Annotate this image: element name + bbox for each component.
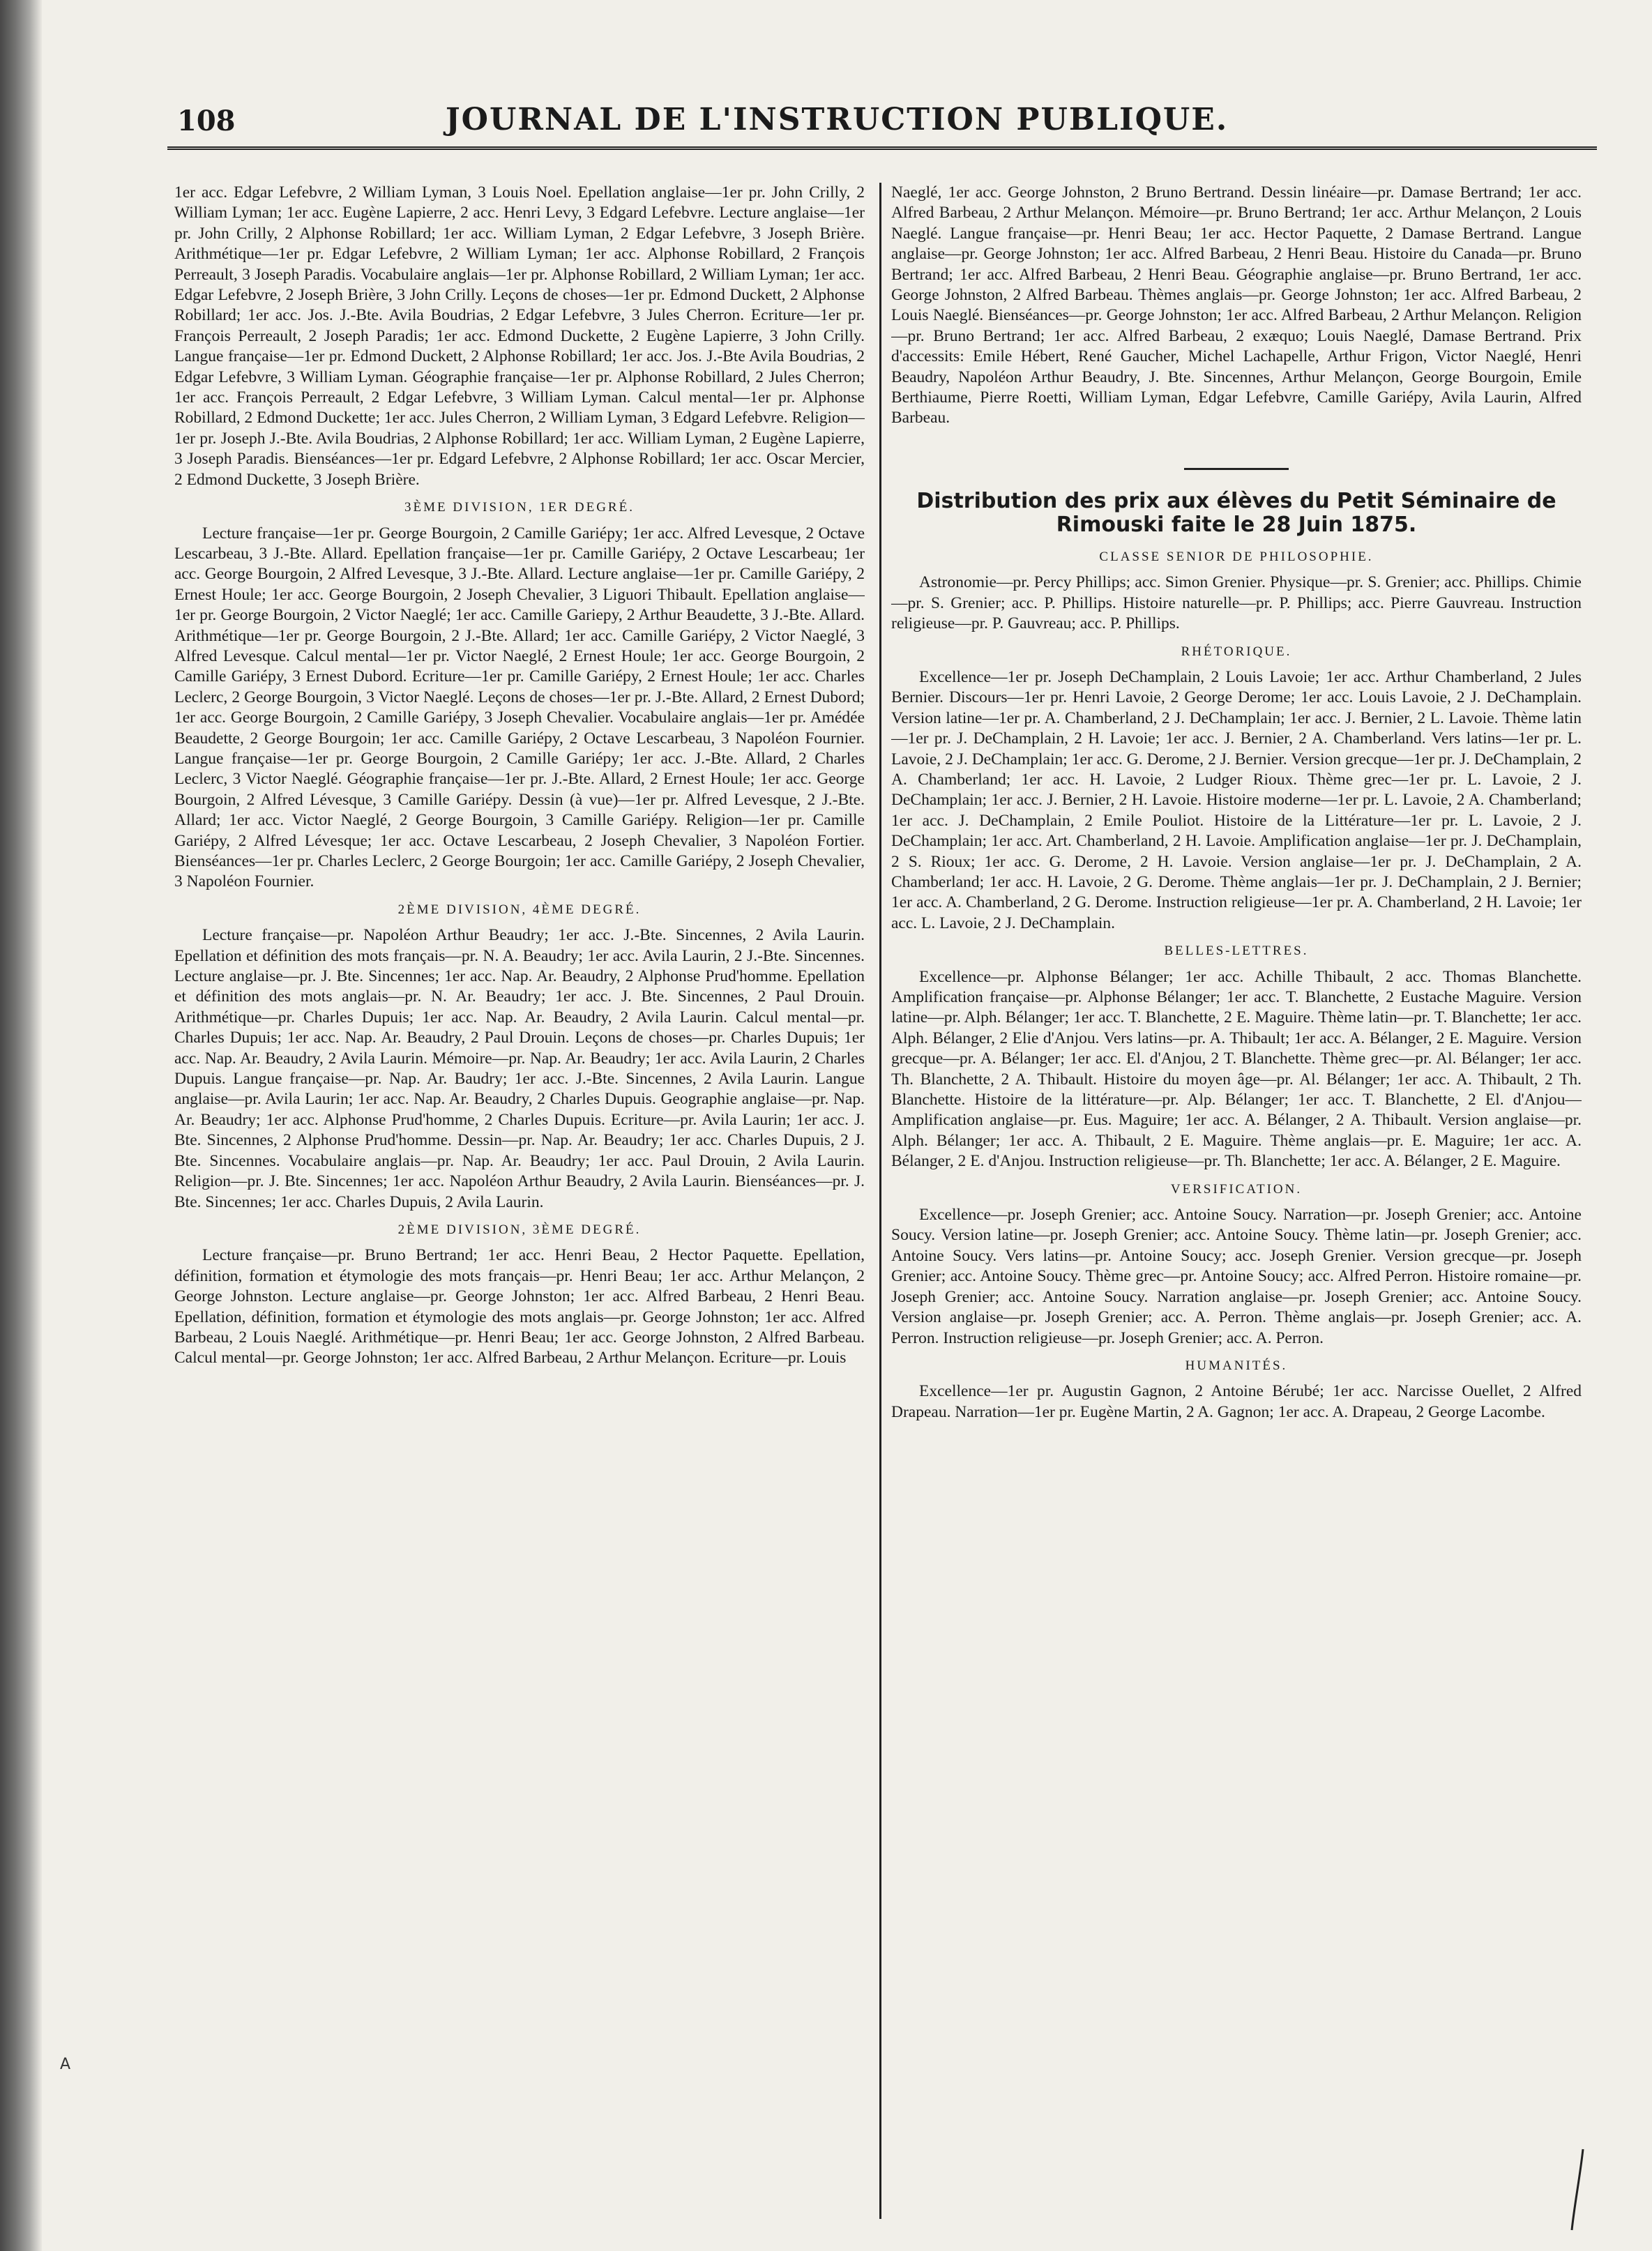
subheading: RHÉTORIQUE. <box>1181 644 1292 659</box>
pen-stroke-mark <box>1568 2148 1589 2231</box>
left-column <box>174 183 865 2226</box>
paragraph: Excellence—1er pr. Augustin Gagnon, 2 Antoine Bérubé; 1er acc. Narcisse Ouellet, 2 Alfred Drapeau. Narration—1er pr. Eugène Martin, 2 A. Gagnon; 1er acc. A. Drapeau, 2 George Lacombe. <box>891 1382 1582 1421</box>
paragraph: Excellence—pr. Alphonse Bélanger; 1er acc. Achille Thibault, 2 acc. Thomas Blanchette. Amplification française—pr. Alphonse Bélanger; 1er acc. T. Blanchette, 2 Eustache Maguire. Version latine—pr. Alph. Bélanger; 1er acc. T. Blanchette, 2 E. Maguire. Thème latin—pr. T. Blanchette; 1er acc. Alph. Bélanger, 2 Elie d'Anjou. Vers latins—pr. A. Thibault; 1er acc. A. Bélanger, 2 E. Maguire. Version grecque—pr. A. Bélanger; 1er acc. El. d'Anjou, 2 T. Blanchette. Thème grec—pr. Al. Bélanger; 1er acc. Th. Blanchette, 2 A. Thibault. Histoire du moyen âge—pr. Al. Bélanger; 1er acc. A. Thibault, 2 Th. Blanchette. Histoire de la littérature—pr. Alp. Bélanger; 1er acc. T. Blanchette, 2 El. d'Anjou—Amplification anglaise—pr. Eus. Maguire; 1er acc. A. Bélanger, 2 A. Thibault. Version anglaise—pr. Alph. Bélanger; 1er acc. A. Thibault, 2 E. Maguire. Thème anglais—pr. E. Maguire; 1er acc. A. Bélanger, 2 E. d'Anjou. Instruction religieuse—pr. Th. Blanchette; 1er acc. A. Bélanger, 2 E. Maguire. <box>891 967 1582 1171</box>
paragraph: Excellence—1er pr. Joseph DeChamplain, 2 Louis Lavoie; 1er acc. Arthur Chamberland, 2 Jules Bernier. Discours—1er pr. Henri Lavoie, 2 George Derome; 1er acc. Louis Lavoie, 2 J. DeChamplain. Version latine—1er pr. A. Chamberland, 2 J. DeChamplain; 1er acc. J. Bernier, 2 L. Lavoie. Thème latin—1er pr. J. DeChamplain, 2 H. Lavoie; 1er acc. J. Bernier, 2 A. Chamberland. Vers latins—1er pr. L. Lavoie, 2 J. DeChamplain; 1er acc. G. Derome, 2 J. Bernier. Version grecque—1er pr. J. DeChamplain, 2 A. Chamberland; 1er acc. H. Lavoie, 2 Ludger Rioux. Thème grec—1er pr. L. Lavoie, 2 J. DeChamplain; 1er acc. J. Bernier, 2 H. Lavoie. Histoire moderne—1er pr. L. Lavoie, 2 A. Chamberland; 1er acc. J. DeChamplain, 2 Emile Pouliot. Histoire de la Littérature—1er pr. L. Lavoie, 2 J. DeChamplain; 1er acc. Art. Chamberland, 2 H. Lavoie. Amplification anglaise—1er pr. J. DeChamplain, 2 S. Rioux; 1er acc. G. Derome, 2 H. Lavoie. Version anglaise—1er pr. J. DeChamplain, 2 A. Chamberland; 1er acc. H. Lavoie, 2 G. Derome. Thème anglais—1er pr. J. DeChamplain, 2 J. Bernier; 1er acc. A. Chamberland, 2 G. Derome. Instruction religieuse—1er pr. A. Chamberland, 2 H. Lavoie; 1er acc. L. Lavoie, 2 J. DeChamplain. <box>891 667 1582 932</box>
subheading: VERSIFICATION. <box>1170 1181 1303 1197</box>
subheading: 3ÈME DIVISION, 1ER DEGRÉ. <box>404 500 635 515</box>
margin-mark: A <box>60 2056 71 2073</box>
right-column <box>891 183 1582 2226</box>
subheading: BELLES-LETTRES. <box>1164 943 1309 959</box>
paragraph: Astronomie—pr. Percy Phillips; acc. Simon Grenier. Physique—pr. S. Grenier; acc. Phillips. Chimie—pr. S. Grenier; acc. P. Phillips. Histoire naturelle—pr. P. Phillips; acc. Pierre Gauvreau. Instruction religieuse—pr. P. Gauvreau; acc. P. Phillips. <box>891 573 1582 633</box>
paragraph: Lecture française—1er pr. George Bourgoin, 2 Camille Gariépy; 1er acc. Alfred Levesque, 2 Octave Lescarbeau, 3 J.-Bte. Allard. Epellation française—1er pr. Camille Gariépy, 2 Octave Lescarbeau; 1er acc. George Bourgoin, 2 Alfred Levesque, 3 J.-Bte. Allard. Lecture anglaise—1er pr. Camille Gariépy, 2 Ernest Houle; 1er acc. George Bourgoin, 2 Joseph Chevalier, 3 Liguori Thibault. Epellation anglaise—1er pr. George Bourgoin, 2 Victor Naeglé; 1er acc. Camille Gariepy, 2 Arthur Beaudette, 3 J.-Bte. Allard. Arithmétique—1er pr. George Bourgoin, 2 J.-Bte. Allard; 1er acc. Camille Gariépy, 2 Victor Naeglé, 3 Alfred Levesque. Calcul mental—1er pr. Victor Naeglé, 2 Ernest Houle; 1er acc. George Bourgoin, 2 Camille Gariépy, 3 Ernest Dubord. Ecriture—1er pr. Camille Gariépy, 2 Ernest Houle; 1er acc. Charles Leclerc, 2 George Bourgoin, 3 Victor Naeglé. Leçons de choses—1er pr. J.-Bte. Allard, 2 Ernest Dubord; 1er acc. George Bourgoin, 2 Camille Gariépy, 3 Joseph Chevalier. Vocabulaire anglais—1er pr. Amédée Beaudette, 2 George Bourgoin; 1er acc. Camille Gariépy, 2 Octave Lescarbeau, 3 Napoléon Fournier. Langue française—1er pr. George Bourgoin, 2 Camille Gariépy; 1er acc. J.-Bte. Allard, 2 Charles Leclerc, 3 Victor Naeglé. Géographie française—1er pr. J.-Bte. Allard, 2 Ernest Houle; 1er acc. George Bourgoin, 2 Alfred Lévesque, 3 Camille Gariépy. Dessin (à vue)—1er pr. Alfred Levesque, 2 J.-Bte. Allard; 1er acc. Victor Naeglé, 2 George Bourgoin, 3 Camille Gariépy. Religion—1er pr. Camille Gariépy, 2 Alfred Lévesque; 1er acc. Octave Lescarbeau, 2 Joseph Chevalier, 3 Napoléon Fortier. Bienséances—1er pr. Charles Leclerc, 2 George Bourgoin; 1er acc. Camille Gariépy, 2 Joseph Chevalier, 3 Napoléon Fournier. <box>174 524 865 891</box>
binding-edge <box>0 0 42 2251</box>
subheading: 2ÈME DIVISION, 4ÈME DEGRÉ. <box>397 902 642 917</box>
subheading: 2ÈME DIVISION, 3ÈME DEGRÉ. <box>397 1222 642 1237</box>
subheading: CLASSE SENIOR DE PHILOSOPHIE. <box>1099 549 1374 564</box>
paragraph: Lecture française—pr. Napoléon Arthur Beaudry; 1er acc. J.-Bte. Sincennes, 2 Avila Laurin. Epellation et définition des mots français—pr. N. A. Beaudry; 1er acc. Avila Laurin, 2 J.-Bte. Sincennes. Lecture anglaise—pr. J. Bte. Sincennes; 1er acc. Nap. Ar. Beaudry, 2 Alphonse Prud'homme. Epellation et définition des mots anglais—pr. N. Ar. Beaudry; 1er acc. J. Bte. Sincennes, 2 Paul Drouin. Arithmétique—pr. Charles Dupuis; 1er acc. Nap. Ar. Beaudry, 2 Avila Laurin. Calcul mental—pr. Charles Dupuis; 1er acc. Nap. Ar. Beaudry, 2 Paul Drouin. Leçons de choses—pr. Charles Dupuis; 1er acc. Nap. Ar. Beaudry, 2 Avila Laurin. Mémoire—pr. Nap. Ar. Beaudry; 1er acc. Avila Laurin, 2 Charles Dupuis. Langue française—pr. Nap. Ar. Baudry; 1er acc. J.-Bte. Sincennes, 2 Avila Laurin. Langue anglaise—pr. Avila Laurin; 1er acc. Nap. Ar. Beaudry, 2 Charles Dupuis. Geographie anglaise—pr. Nap. Ar. Beaudry; 1er acc. Alphonse Prud'homme, 2 Charles Dupuis. Ecriture—pr. Avila Laurin; 1er acc. J. Bte. Sincennes, 2 Alphonse Prud'homme. Dessin—pr. Nap. Ar. Beaudry; 1er acc. Charles Dupuis, 2 J. Bte. Sincennes. Vocabulaire anglais—pr. Nap. Ar. Beaudry; 1er acc. Paul Drouin, 2 Avila Laurin. Religion—pr. J. Bte. Sincennes; 1er acc. Napoléon Arthur Beaudry, 2 Avila Laurin. Bienséances—pr. J. Bte. Sincennes; 1er acc. Charles Dupuis, 2 Avila Laurin. <box>174 926 865 1211</box>
column-divider <box>879 183 881 2219</box>
header-rule <box>167 146 1597 150</box>
subheading: HUMANITÉS. <box>1185 1358 1288 1373</box>
page-number: 108 <box>177 105 236 137</box>
paragraph: Excellence—pr. Joseph Grenier; acc. Antoine Soucy. Narration—pr. Joseph Grenier; acc. Antoine Soucy. Version latine—pr. Joseph Grenier; acc. Antoine Soucy. Thème latin—pr. Joseph Grenier; acc. Antoine Soucy. Vers latins—pr. Antoine Soucy; acc. Joseph Grenier. Version grecque—pr. Joseph Grenier; acc. Antoine Soucy. Thème grec—pr. Antoine Soucy; acc. Alfred Perron. Histoire romaine—pr. Joseph Grenier; acc. Antoine Soucy. Narration anglaise—pr. Joseph Grenier; acc. Antoine Soucy. Version anglaise—pr. Joseph Grenier; acc. A. Perron. Thème anglais—pr. Joseph Grenier; acc. A. Perron. Instruction religieuse—pr. Joseph Grenier; acc. A. Perron. <box>891 1206 1582 1347</box>
section-separator <box>1184 468 1289 470</box>
paragraph: Naeglé, 1er acc. George Johnston, 2 Bruno Bertrand. Dessin linéaire—pr. Damase Bertrand; 1er acc. Alfred Barbeau, 2 Arthur Melançon. Mémoire—pr. Bruno Bertrand; 1er acc. Arthur Melançon, 2 Louis Naeglé. Langue française—pr. Henri Beau; 1er acc. Hector Paquette, 2 Damase Bertrand. Langue anglaise—pr. George Johnston; 1er acc. Alfred Barbeau, 2 Henri Beau. Histoire du Canada—pr. Bruno Bertrand; 1er acc. Alfred Barbeau, 2 Henri Beau. Géographie anglaise—pr. Bruno Bertrand, 1er acc. George Johnston, 2 Alfred Barbeau. Thèmes anglais—pr. George Johnston; 1er acc. Alfred Barbeau, 2 Louis Naeglé. Bienséances—pr. George Johnston; 1er acc. Alfred Barbeau, 2 Arthur Melançon. Religion—pr. Bruno Bertrand; 1er acc. Alfred Barbeau, 2 exæquo; Louis Naeglé, Damase Bertrand. Prix d'accessits: Emile Hébert, René Gaucher, Michel Lachapelle, Arthur Frigon, Victor Naeglé, Henri Beaudry, Napoléon Arthur Beaudry, J. Bte. Sincennes, Arthur Melançon, George Bourgoin, Emile Berthiaume, Pierre Roetti, William Lyman, Edgar Lefebvre, Camille Gariépy, Avila Laurin, Alfred Barbeau. <box>891 183 1582 427</box>
paragraph: 1er acc. Edgar Lefebvre, 2 William Lyman, 3 Louis Noel. Epellation anglaise—1er pr. John Crilly, 2 William Lyman; 1er acc. Eugène Lapierre, 2 acc. Henri Levy, 3 Edgard Lefebvre. Lecture anglaise—1er pr. John Crilly, 2 Alphonse Robillard; 1er acc. William Lyman, 2 Edgar Lefebvre, 3 Joseph Brière. Arithmétique—1er pr. Edgar Lefebvre, 2 William Lyman; 1er acc. Alphonse Robillard, 2 François Perreault, 3 Joseph Paradis. Vocabulaire anglais—1er pr. Alphonse Robillard, 2 William Lyman; 1er acc. Edgar Lefebvre, 2 Joseph Brière, 3 John Crilly. Leçons de choses—1er pr. Edmond Duckett, 2 Alphonse Robillard; 1er acc. Jos. J.-Bte. Avila Boudrias, 2 Edgar Lefebvre, 3 Jules Cherron. Ecriture—1er pr. François Perreault, 2 Joseph Paradis; 1er acc. Edmond Duckette, 2 Eugène Lapierre, 3 John Crilly. Langue française—1er pr. Edmond Duckett, 2 Alphonse Robillard; 1er acc. Jos. J.-Bte Avila Boudrias, 2 Edgar Lefebvre, 3 William Lyman. Géographie française—1er pr. Alphonse Robillard, 2 Jules Cherron; 1er acc. François Perreault, 2 Edgar Lefebvre, 3 William Lyman. Calcul mental—1er pr. Alphonse Robillard, 2 Edmond Duckette; 1er acc. Jules Cherron, 2 William Lyman, 3 Edgard Lefebvre. Religion—1er pr. Joseph J.-Bte. Avila Boudrias, 2 Alphonse Robillard; 1er acc. William Lyman, 2 Eugène Lapierre, 3 Joseph Paradis. Bienséances—1er pr. Edgard Lefebvre, 2 Alphonse Robillard; 1er acc. Oscar Mercier, 2 Edmond Duckette, 3 Joseph Brière. <box>174 183 865 489</box>
paragraph: Lecture française—pr. Bruno Bertrand; 1er acc. Henri Beau, 2 Hector Paquette. Epellation, définition, formation et étymologie des mots français—pr. Henri Beau; 1er acc. Arthur Melançon, 2 George Johnston. Lecture anglaise—pr. George Johnston; 1er acc. Alfred Barbeau, 2 Henri Beau. Epellation, définition, formation et étymologie des mots anglais—pr. George Johnston; 1er acc. Alfred Barbeau, 2 Louis Naeglé. Arithmétique—pr. Henri Beau; 1er acc. George Johnston, 2 Alfred Barbeau. Calcul mental—pr. George Johnston; 1er acc. Alfred Barbeau, 2 Arthur Melançon. Ecriture—pr. Louis <box>174 1246 865 1367</box>
page-header <box>167 98 1506 139</box>
journal-title: JOURNAL DE L'INSTRUCTION PUBLIQUE. <box>445 102 1229 137</box>
section-title: Distribution des prix aux élèves du Petit Séminaire de Rimouski faite le 28 Juin 1875. <box>916 488 1556 537</box>
